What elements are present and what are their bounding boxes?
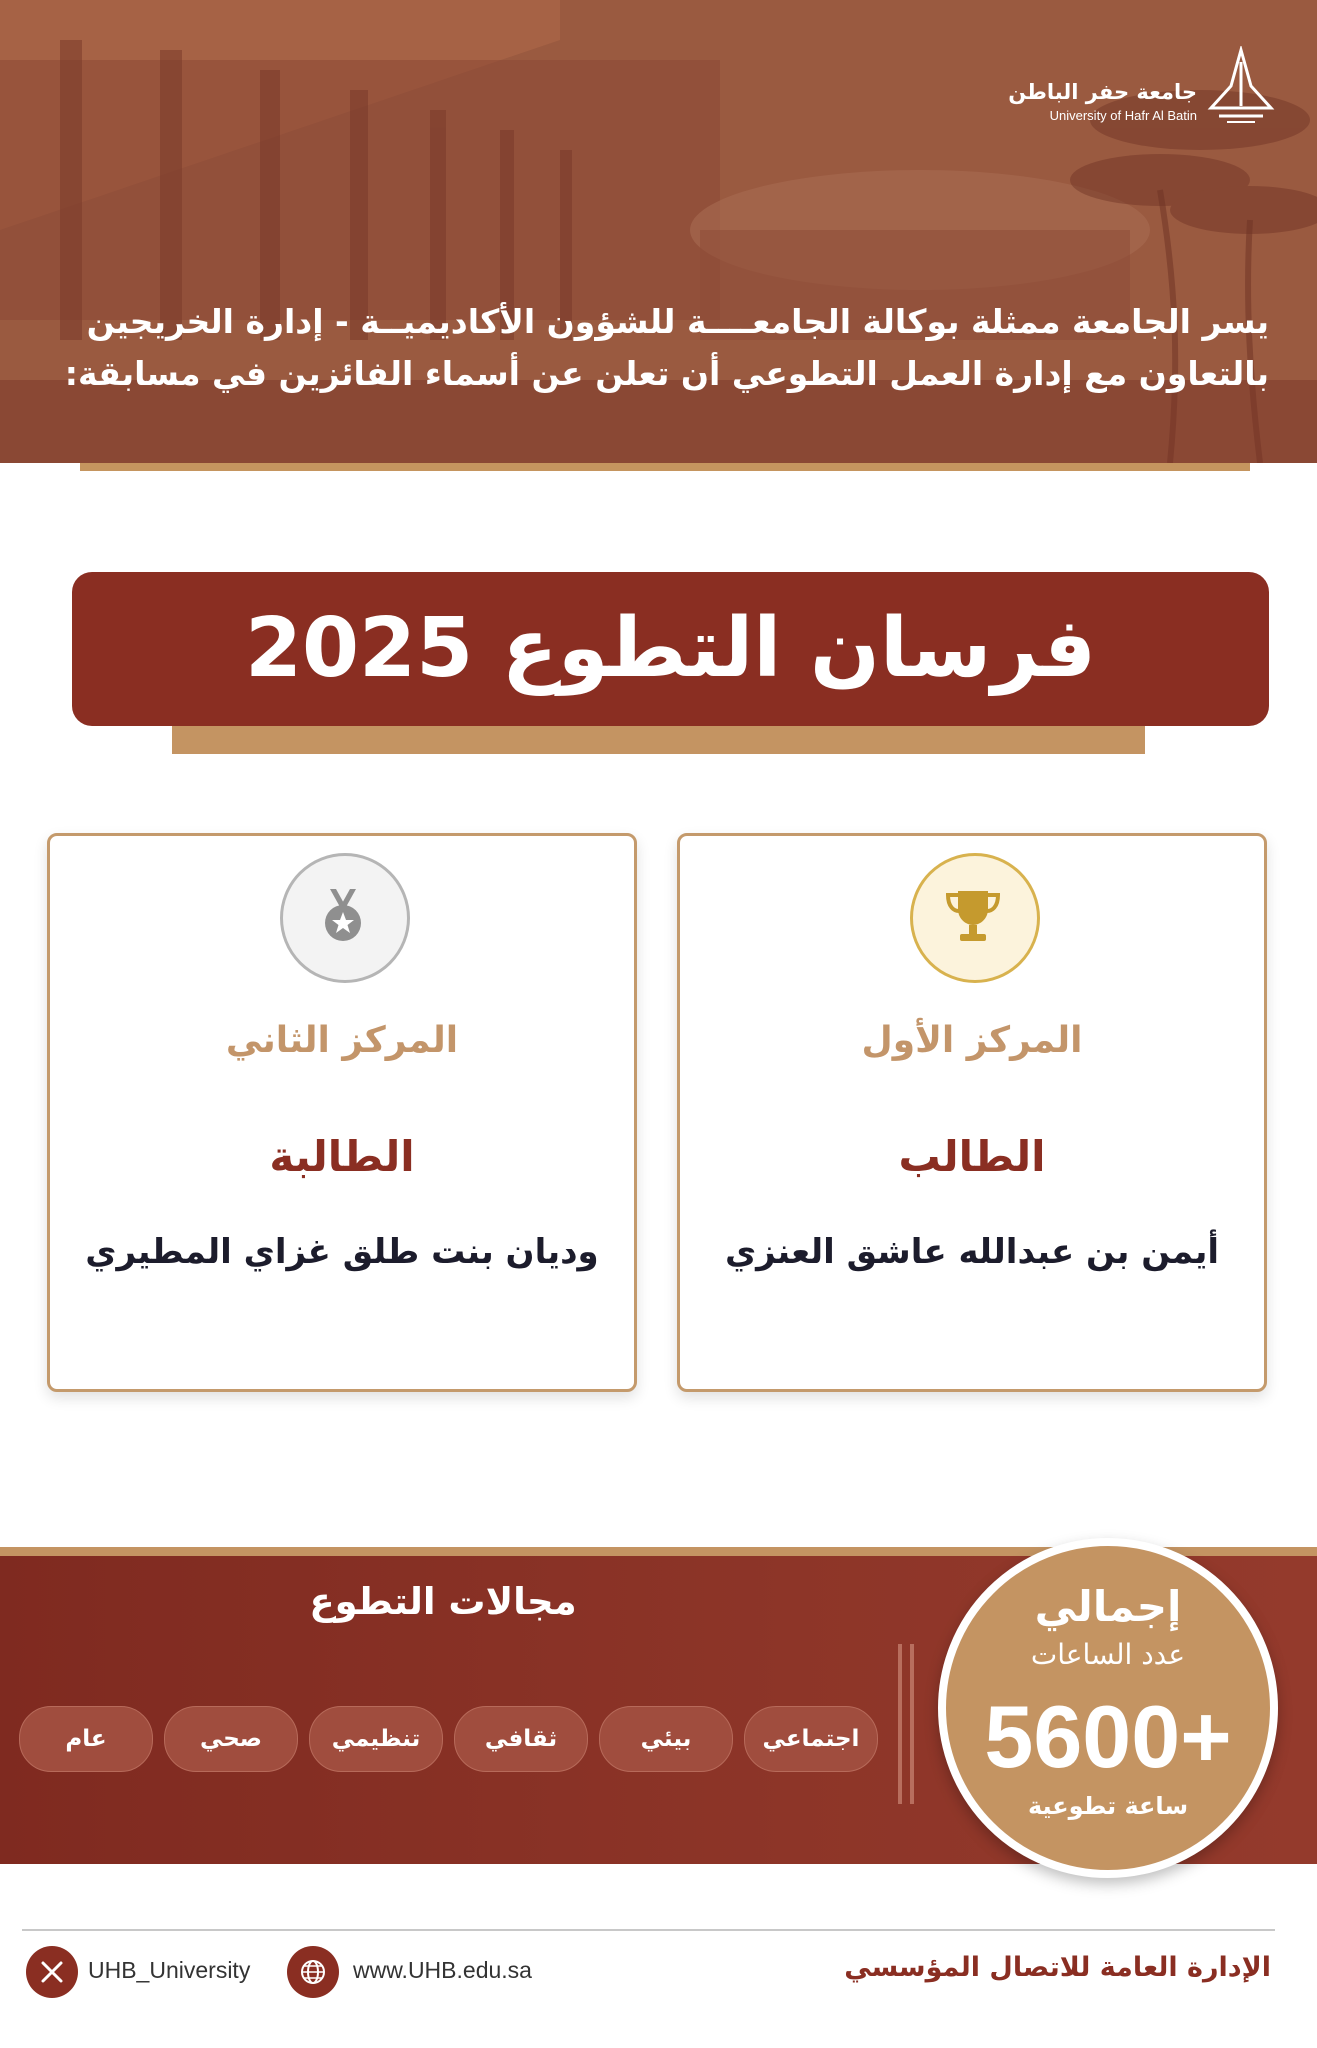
first-place-badge	[910, 853, 1040, 983]
university-name-ar: جامعة حفر الباطن	[1008, 80, 1197, 104]
medal-icon	[312, 885, 374, 947]
x-handle-link[interactable]: UHB_University	[88, 1957, 251, 1983]
field-pill-general: عام	[19, 1706, 153, 1772]
first-place-role: الطالب	[898, 1132, 1046, 1181]
title-underline	[172, 726, 1145, 754]
university-logo	[1008, 46, 1277, 126]
second-place-role: الطالبة	[269, 1132, 415, 1181]
trophy-icon	[942, 885, 1004, 947]
website-link[interactable]: www.UHB.edu.sa	[353, 1957, 532, 1983]
stat-unit: ساعة تطوعية	[1027, 1792, 1189, 1820]
first-place-rank: المركز الأول	[861, 1020, 1083, 1061]
second-place-rank: المركز الثاني	[225, 1020, 459, 1061]
intro-line-1: يسر الجامعة ممثلة بوكالة الجامعــــة للشؤون الأكاديميــة - إدارة الخريجين	[86, 302, 1269, 341]
first-place-name: أيمن بن عبدالله عاشق العنزي	[724, 1232, 1220, 1272]
university-emblem-icon	[1205, 46, 1277, 126]
fields-title: مجالات التطوع	[309, 1580, 577, 1623]
footer-divider	[22, 1929, 1275, 1931]
second-place-card	[47, 833, 637, 1392]
field-pill-cultural: ثقافي	[454, 1706, 588, 1772]
title-banner	[72, 572, 1269, 726]
second-place-name: وديان بنت طلق غزاي المطيري	[85, 1232, 599, 1272]
first-place-card	[677, 833, 1267, 1392]
field-pill-health: صحي	[164, 1706, 298, 1772]
stat-value: 5600+	[984, 1687, 1232, 1786]
page-title: فرسان التطوع 2025	[244, 601, 1097, 696]
globe-icon[interactable]	[287, 1946, 339, 1998]
university-name-en: University of Hafr Al Batin	[1049, 108, 1197, 123]
stat-label-hours: عدد الساعات	[1030, 1638, 1186, 1671]
intro-line-2: بالتعاون مع إدارة العمل التطوعي أن تعلن عن أسماء الفائزين في مسابقة:	[64, 354, 1269, 393]
hero-banner	[0, 0, 1317, 463]
intro-text	[29, 296, 1269, 400]
second-place-badge	[280, 853, 410, 983]
field-pill-social: اجتماعي	[744, 1706, 878, 1772]
field-pill-organizational: تنظيمي	[309, 1706, 443, 1772]
department-name: الإدارة العامة للاتصال المؤسسي	[844, 1952, 1271, 1983]
x-logo-icon[interactable]	[26, 1946, 78, 1998]
field-pill-environmental: بيئي	[599, 1706, 733, 1772]
band-separator-2	[910, 1644, 914, 1804]
band-separator-1	[898, 1644, 902, 1804]
total-hours-circle	[938, 1538, 1278, 1878]
stat-label-total: إجمالي	[1034, 1582, 1182, 1631]
hero-divider	[80, 463, 1250, 471]
